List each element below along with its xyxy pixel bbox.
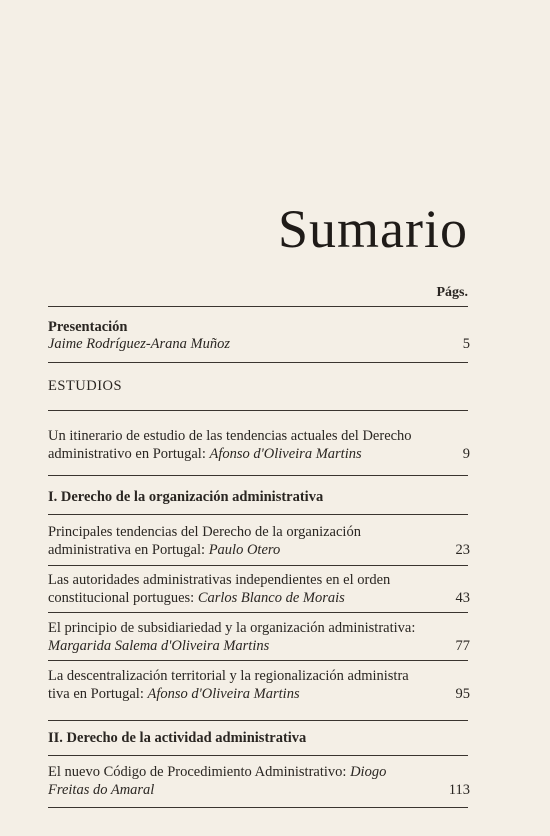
toc-entry: [48, 667, 424, 703]
estudios-heading: ESTUDIOS: [48, 378, 123, 394]
divider: [48, 410, 468, 411]
entry-page: 95: [455, 686, 470, 702]
entry-author: Carlos Blanco de Morais: [197, 590, 345, 606]
entry-title-text: tiva en Portugal:: [48, 686, 144, 702]
entry-title-line: Principales tendencias del Derecho de la organización: [48, 524, 361, 540]
divider: [48, 755, 468, 756]
divider: [48, 306, 468, 307]
entry-author: Freitas do Amaral: [48, 782, 155, 798]
entry-page: 23: [455, 542, 470, 558]
toc-entry: [48, 619, 424, 655]
section-heading: I. Derecho de la organización administrativa: [48, 489, 324, 505]
divider: [48, 660, 468, 661]
entry-title-text: administrativo en Portugal:: [48, 446, 206, 462]
pages-column-label: Págs.: [436, 285, 468, 300]
entry-title-line: [48, 589, 424, 607]
entry-title-line: El principio de subsidiariedad y la organización administrativa:: [48, 620, 416, 636]
divider: [48, 514, 468, 515]
entry-page: 113: [448, 782, 470, 798]
entry-title-text: constitucional portugues:: [48, 590, 195, 606]
page-title: Sumario: [278, 199, 468, 259]
section-heading: II. Derecho de la actividad administrativa: [48, 730, 307, 746]
entry-author: Margarida Salema d'Oliveira Martins: [48, 638, 270, 654]
entry-author: Paulo Otero: [208, 542, 281, 558]
divider: [48, 475, 468, 476]
entry-page: 77: [455, 638, 470, 654]
toc-entry: [48, 427, 424, 463]
presentacion-label: Presentación: [48, 319, 128, 335]
entry-title-line: Las autoridades administrativas independientes en el orden: [48, 572, 391, 588]
entry-author: Afonso d'Oliveira Martins: [147, 686, 300, 702]
entry-title-line: [48, 445, 424, 463]
entry-title-line: [48, 541, 424, 559]
divider: [48, 565, 468, 566]
entry-title-line: Un itinerario de estudio de las tendencias actuales del Derecho: [48, 428, 412, 444]
toc-entry: [48, 763, 424, 799]
entry-page: 43: [455, 590, 470, 606]
divider: [48, 362, 468, 363]
presentacion-author: Jaime Rodríguez-Arana Muñoz: [48, 336, 231, 352]
divider: [48, 720, 468, 721]
entry-author: Diogo: [350, 764, 387, 780]
divider: [48, 612, 468, 613]
entry-author: Afonso d'Oliveira Martins: [209, 446, 362, 462]
entry-title-text: administrativa en Portugal:: [48, 542, 206, 558]
toc-entry: [48, 571, 424, 607]
entry-page: 9: [462, 446, 470, 462]
entry-title-line: [48, 685, 424, 703]
presentacion-page: 5: [462, 336, 470, 352]
entry-title-line: La descentralización territorial y la regionalización administra: [48, 668, 409, 684]
divider: [48, 807, 468, 808]
entry-title-line: [48, 763, 424, 781]
entry-title-text: El nuevo Código de Procedimiento Administrativo:: [48, 764, 347, 780]
toc-entry: [48, 523, 424, 559]
